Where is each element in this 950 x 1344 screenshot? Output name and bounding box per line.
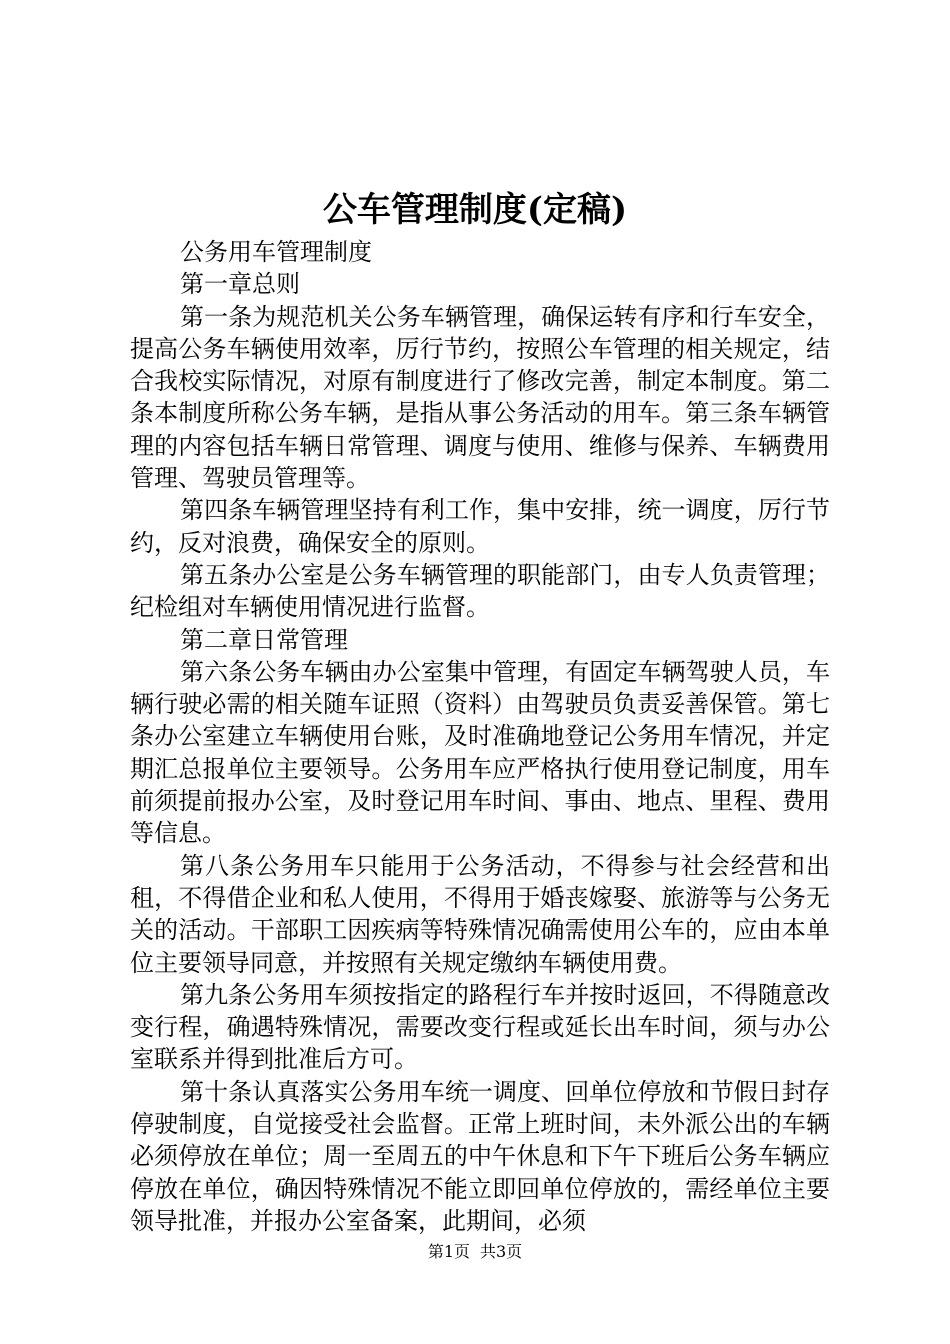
paragraph-article-4: 第四条车辆管理坚持有利工作，集中安排，统一调度，厉行节约，反对浪费，确保安全的原则。 [130,496,830,557]
document-body [130,236,830,1237]
page-total: 共3页 [480,1242,523,1261]
paragraph-heading-system: 公务用车管理制度 [180,238,372,266]
paragraph-articles-1-3: 第一条为规范机关公务车辆管理，确保运转有序和行车安全，提高公务车辆使用效率，厉行节约，按照公车管理的相关规定，结合我校实际情况，对原有制度进行了修改完善，制定本制度。第二条本制度所称公务车辆，是指从事公务活动的用车。第三条车辆管理的内容包括车辆日常管理、调度与使用、维修与保养、车辆费用管理、驾驶员管理等。 [130,302,830,493]
paragraph-article-9: 第九条公务用车须按指定的路程行车并按时返回，不得随意改变行程，确遇特殊情况，需要改变行程或延长出车时间，须与办公室联系并得到批准后方可。 [130,980,830,1074]
paragraph-chapter-1: 第一章总则 [180,270,300,299]
page-number: 第1页 [427,1242,470,1261]
paragraph-article-8: 第八条公务用车只能用于公务活动，不得参与社会经营和出租，不得借企业和私人使用，不得用于婚丧嫁娶、旅游等与公务无关的活动。干部职工因疾病等特殊情况确需使用公车的，应由本单位主要领导同意，并按照有关规定缴纳车辆使用费。 [130,851,830,977]
paragraph-chapter-2: 第二章日常管理 [180,625,348,654]
paragraph-article-5: 第五条办公室是公务车辆管理的职能部门，由专人负责管理；纪检组对车辆使用情况进行监督。 [130,560,830,622]
document-title: 公车管理制度(定稿) [322,190,628,230]
paragraph-article-10: 第十条认真落实公务用车统一调度、回单位停放和节假日封存停驶制度，自觉接受社会监督。正常上班时间，未外派公出的车辆必须停放在单位；周一至周五的中午休息和下午下班后公务车辆应停放在单位，确因特殊情况不能立即回单位停放的，需经单位主要领导批准，并报办公室备案，此期间，必须 [130,1077,830,1235]
paragraph-articles-6-7: 第六条公务车辆由办公室集中管理，有固定车辆驾驶人员，车辆行驶必需的相关随车证照（资料）由驾驶员负责妥善保管。第七条办公室建立车辆使用台账，及时准确地登记公务用车情况，并定期汇总报单位主要领导。公务用车应严格执行使用登记制度，用车前须提前报办公室，及时登记用车时间、事由、地点、里程、费用等信息。 [130,657,830,848]
page-footer [0,1240,950,1264]
